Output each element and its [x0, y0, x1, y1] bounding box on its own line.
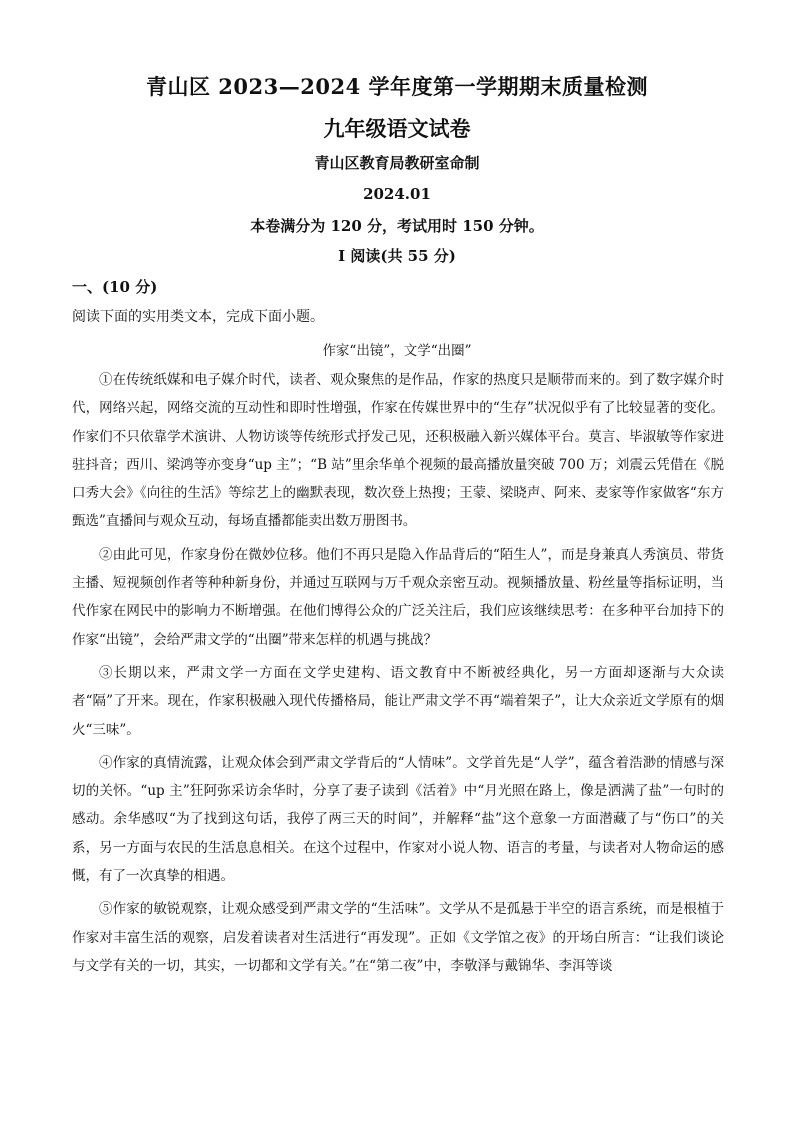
exam-notice: 本卷满分为 120 分，考试用时 150 分钟。 [250, 217, 544, 235]
paragraph-1: ①在传统纸媒和电子媒介时代，读者、观众聚焦的是作品，作家的热度只是顺带而来的。到了数字媒介时代，网络兴起，网络交流的互动性和即时性增强，作家在传媒世界中的“生存”状况似乎有了比较显著的变化。作家们不只依靠学术演讲、人物访谈等传统形式抒发己见，还积极融入新兴媒体平台。莫言、毕淑敏等作家进驻抖音；西川、梁鸿等亦变身“up 主”；“B 站”里余华单个视频的最高播放量突破 700 万；刘震云凭借在《脱口秀大会》《向往的生活》等综艺上的幽默表现，数次登上热搜；王蒙、梁晓声、阿来、麦家等作家做客“东方甄选”直播间与观众互动，每场直播都能卖出数万册图书。 [72, 372, 724, 530]
article-title: 作家“出镜”，文学“出圈” [322, 343, 472, 359]
issuer-line: 青山区教育局教研室命制 [314, 154, 480, 172]
paragraph-2: ②由此可见，作家身份在微妙位移。他们不再只是隐入作品背后的“陌生人”，而是身兼真人秀演员、带货主播、短视频创作者等种种新身份，并通过互联网与万千观众亲密互动。视频播放量、粉丝量等指标证明，当代作家在网民中的影响力不断增强。在他们博得公众的广泛关注后，我们应该继续思考：在多种平台加持下的作家“出镜”，会给严肃文学的“出圈”带来怎样的机遇与挑战？ [72, 546, 724, 648]
section-heading: 一、(10 分) [72, 278, 158, 296]
part-heading: I 阅读(共 55 分) [338, 247, 456, 265]
section-instruction: 阅读下面的实用类文本，完成下面小题。 [72, 309, 324, 325]
paragraph-3: ③长期以来，严肃文学一方面在文学史建构、语文教育中不断被经典化，另一方面却逐渐与大众读者“隔”了开来。现在，作家积极融入现代传播格局，能让严肃文学不再“端着架子”，让大众亲近文学原有的烟火“三味”。 [72, 664, 724, 738]
paragraph-4: ④作家的真情流露，让观众体会到严肃文学背后的“人情味”。文学首先是“人学”，蕴含着浩渺的情感与深切的关怀。“up 主”狂阿弥采访余华时，分享了妻子读到《活着》中“月光照在路上，像是洒满了盐”一句时的感动。余华感叹“为了找到这句话，我停了两三天的时间”，并解释“盐”这个意象一方面潜藏了与“伤口”的关系，另一方面与农民的生活息息相关。在这个过程中，作家对小说人物、语言的考量，与读者对人物命运的感慨，有了一次真挚的相遇。 [72, 754, 724, 885]
exam-title: 青山区 2023—2024 学年度第一学期期末质量检测 [145, 74, 648, 99]
exam-date: 2024.01 [363, 185, 431, 203]
paragraph-5: ⑤作家的敏锐观察，让观众感受到严肃文学的“生活味”。文学从不是孤悬于半空的语言系统，而是根植于作家对丰富生活的观察，启发着读者对生活进行“再发现”。正如《文学馆之夜》的开场白所言：“让我们谈论与文学有关的一切，其实，一切都和文学有关。”在“第二夜”中，李敬泽与戴锦华、李洱等谈 [72, 901, 724, 974]
article-body [72, 366, 724, 985]
exam-subtitle: 九年级语文试卷 [323, 116, 471, 141]
